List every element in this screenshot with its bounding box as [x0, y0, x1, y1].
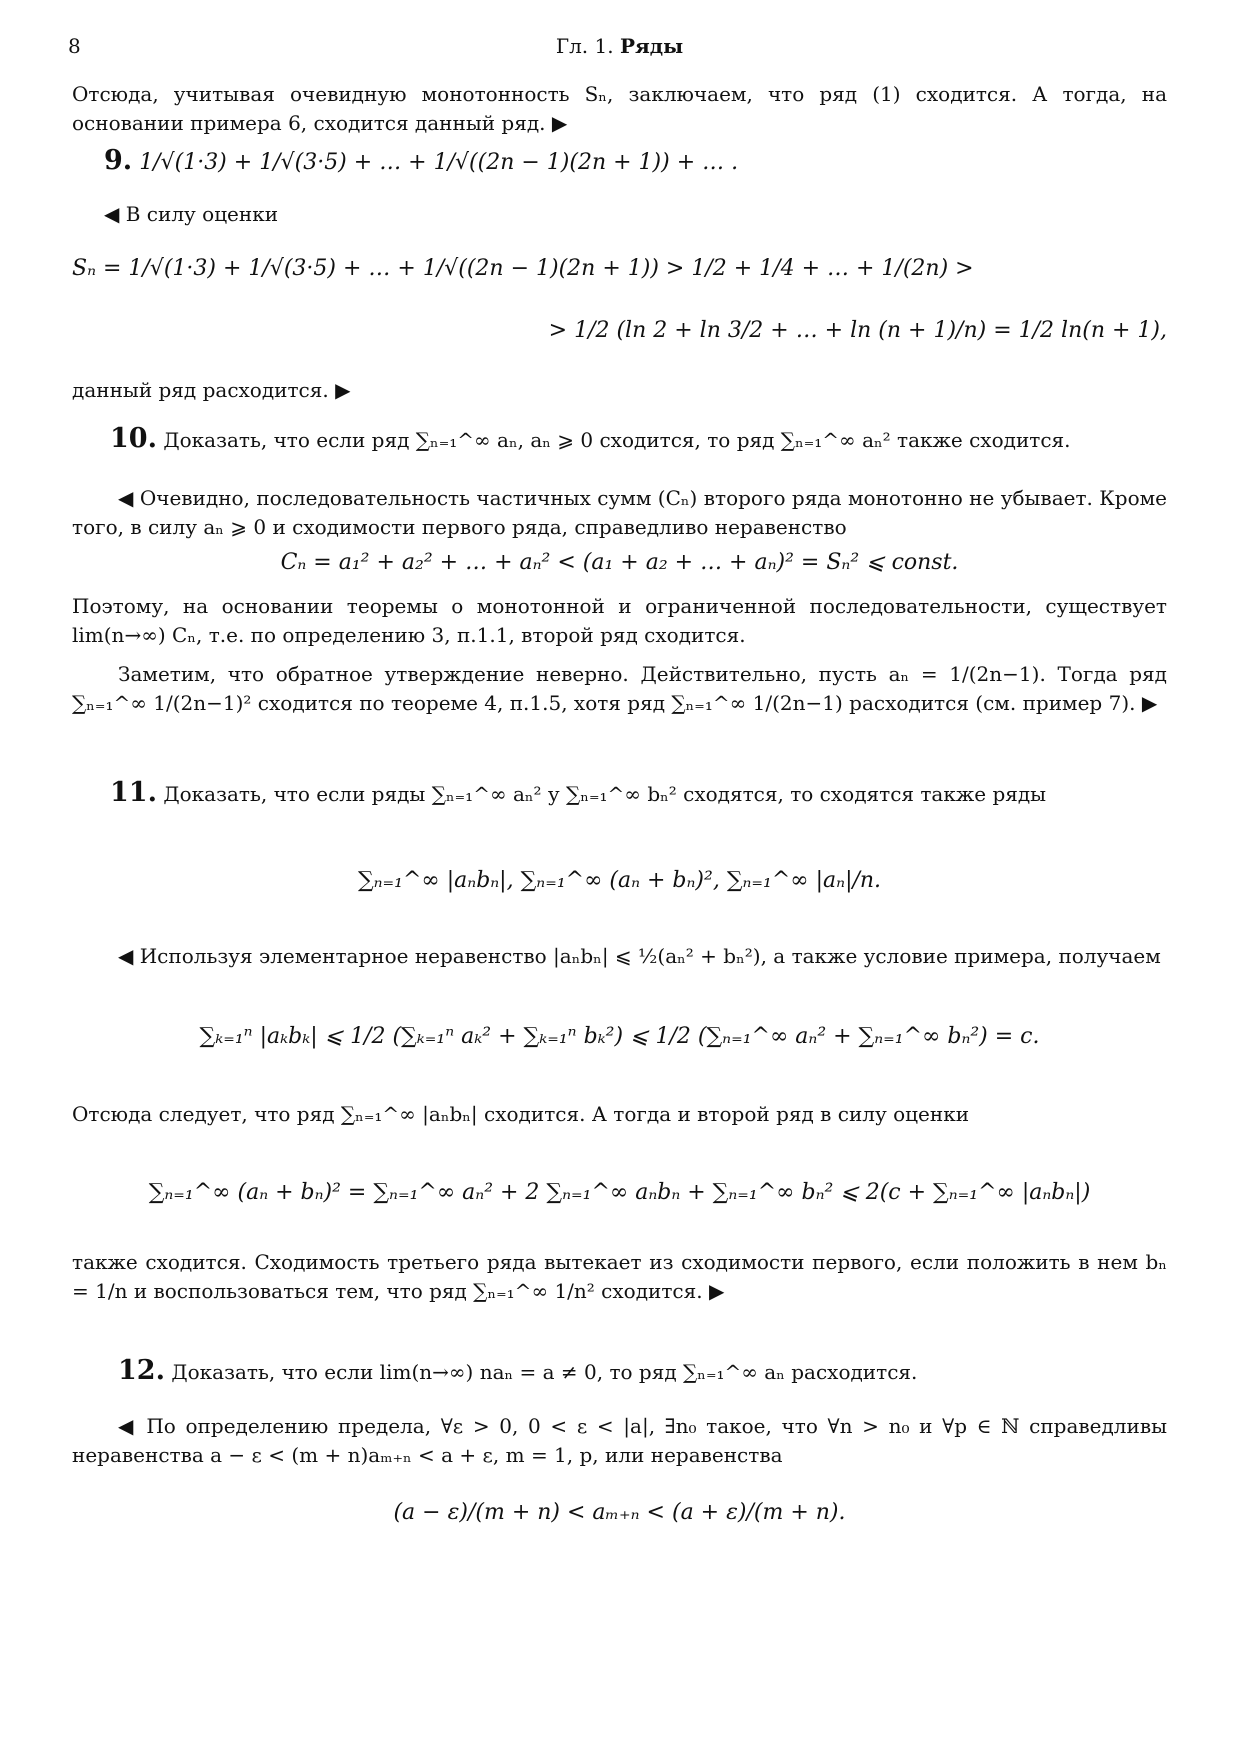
example-10-solution: ◀ Очевидно, последовательность частичных сумм (Cₙ) второго ряда монотонно не убывает. Кроме того, в силу aₙ ⩾ 0 и сходимости первого ряда, справедливо неравенство	[72, 486, 1167, 539]
chapter-title: Ряды	[619, 34, 684, 58]
example-11-series-list: ∑ₙ₌₁^∞ |aₙbₙ|, ∑ₙ₌₁^∞ (aₙ + bₙ)², ∑ₙ₌₁^∞ |aₙ|/n.	[357, 868, 882, 893]
equation-11-estimate: ∑ₖ₌₁ⁿ |aₖbₖ| ⩽ 1/2 (∑ₖ₌₁ⁿ aₖ² + ∑ₖ₌₁ⁿ bₖ²) ⩽ 1/2 (∑ₙ₌₁^∞ aₙ² + ∑ₙ₌₁^∞ bₙ²) = c.	[199, 1024, 1040, 1049]
equation-9-line-2: > 1/2 (ln 2 + ln 3/2 + … + ln (n + 1)/n) = 1/2 ln(n + 1),	[548, 318, 1167, 343]
running-header	[0, 34, 1239, 68]
example-12-number: 12.	[118, 1355, 165, 1386]
equation-9-line-1: Sₙ = 1/√(1·3) + 1/√(3·5) + … + 1/√((2n − 1)(2n + 1)) > 1/2 + 1/4 + … + 1/(2n) >	[72, 256, 974, 281]
paragraph-continuation: Отсюда, учитывая очевидную монотонность Sₙ, заключаем, что ряд (1) сходится. А тогда, на основании примера 6, сходится данный ряд. ▶	[72, 82, 1167, 135]
example-9-solution-intro: ◀ В силу оценки	[104, 202, 279, 226]
example-11-conclusion: также сходится. Сходимость третьего ряда вытекает из сходимости первого, если положить в нем bₙ = 1/n и воспользоваться тем, что ряд ∑ₙ₌₁^∞ 1/n² сходится. ▶	[72, 1250, 1167, 1303]
example-10-statement: Доказать, что если ряд ∑ₙ₌₁^∞ aₙ, aₙ ⩾ 0 сходится, то ряд ∑ₙ₌₁^∞ aₙ² также сходится.	[163, 428, 1071, 452]
example-12-statement: Доказать, что если lim(n→∞) naₙ = a ≠ 0, то ряд ∑ₙ₌₁^∞ aₙ расходится.	[171, 1360, 918, 1384]
example-10	[110, 424, 1165, 455]
example-10-remark: Заметим, что обратное утверждение неверно. Действительно, пусть aₙ = 1/(2n−1). Тогда ряд ∑ₙ₌₁^∞ 1/(2n−1)² сходится по теореме 4, п.1.5, хотя ряд ∑ₙ₌₁^∞ 1/(2n−1) расходится (см. пример 7). ▶	[72, 662, 1167, 715]
example-9	[104, 146, 1164, 177]
chapter-number: Гл. 1.	[555, 34, 614, 58]
equation-12: (a − ε)/(m + n) < aₘ₊ₙ < (a + ε)/(m + n).	[393, 1500, 846, 1525]
example-11-number: 11.	[110, 777, 157, 808]
example-9-conclusion: данный ряд расходится. ▶	[72, 378, 351, 402]
example-10-number: 10.	[110, 423, 157, 454]
example-11-statement: Доказать, что если ряды ∑ₙ₌₁^∞ aₙ² у ∑ₙ₌₁^∞ bₙ² сходятся, то сходятся также ряды	[163, 782, 1047, 806]
example-12-solution: ◀ По определению предела, ∀ε > 0, 0 < ε < |a|, ∃n₀ такое, что ∀n > n₀ и ∀p ∈ ℕ справедливы неравенства a − ε < (m + n)aₘ₊ₙ < a + ε, m = 1, p, или неравенства	[72, 1414, 1167, 1467]
example-11-solution-continued: Отсюда следует, что ряд ∑ₙ₌₁^∞ |aₙbₙ| сходится. А тогда и второй ряд в силу оценки	[72, 1102, 970, 1126]
equation-10: Cₙ = a₁² + a₂² + … + aₙ² < (a₁ + a₂ + … + aₙ)² = Sₙ² ⩽ const.	[280, 550, 959, 575]
example-12	[118, 1356, 1165, 1387]
example-11-solution: ◀ Используя элементарное неравенство |aₙbₙ| ⩽ ½(aₙ² + bₙ²), а также условие примера, получаем	[118, 944, 1161, 968]
example-9-number: 9.	[104, 145, 133, 176]
example-9-series: 1/√(1·3) + 1/√(3·5) + … + 1/√((2n − 1)(2n + 1)) + … .	[139, 150, 739, 175]
chapter-heading	[0, 34, 1239, 58]
example-10-solution-continued: Поэтому, на основании теоремы о монотонной и ограниченной последовательности, существует lim(n→∞) Cₙ, т.е. по определению 3, п.1.1, второй ряд сходится.	[72, 594, 1167, 647]
example-11	[110, 778, 1165, 809]
page-number: 8	[68, 34, 81, 58]
equation-11-second-series: ∑ₙ₌₁^∞ (aₙ + bₙ)² = ∑ₙ₌₁^∞ aₙ² + 2 ∑ₙ₌₁^∞ aₙbₙ + ∑ₙ₌₁^∞ bₙ² ⩽ 2(c + ∑ₙ₌₁^∞ |aₙbₙ|)	[148, 1180, 1091, 1205]
